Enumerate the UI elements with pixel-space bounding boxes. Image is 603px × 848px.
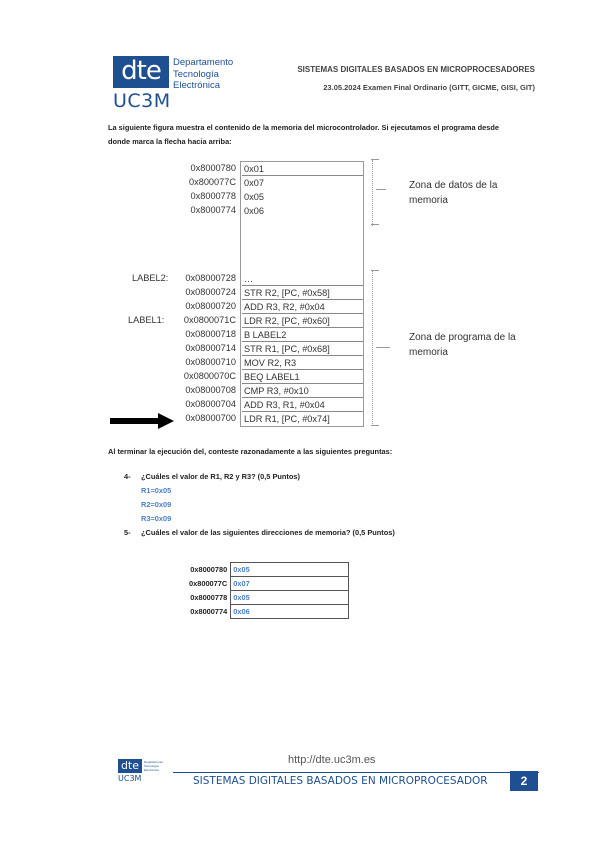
dte-logo: dte bbox=[113, 56, 169, 88]
zone-data-label: Zona de datos de la memoria bbox=[409, 180, 498, 206]
mem-addr: 0x08000708 bbox=[185, 385, 236, 395]
zone-program-label: Zona de programa de la memoria bbox=[409, 332, 516, 358]
mem-cell: LDR R1, [PC, #0x74] bbox=[244, 414, 330, 424]
mem-addr: 0x8000778 bbox=[190, 191, 236, 201]
mem-cell: 0x07 bbox=[244, 178, 264, 188]
question-number: 5- bbox=[124, 528, 131, 537]
footer-title: SISTEMAS DIGITALES BASADOS EN MICROPROCESADOR bbox=[193, 775, 488, 787]
mem-addr: 0x0800070C bbox=[183, 371, 236, 381]
brace-tick bbox=[376, 347, 390, 348]
mem-addr: 0x08000714 bbox=[185, 343, 236, 353]
mem-cell: ADD R3, R1, #0x04 bbox=[242, 398, 363, 412]
mem-cell: … bbox=[242, 272, 363, 286]
mem-cell: B LABEL2 bbox=[242, 328, 363, 342]
ans-addr: 0x8000778 bbox=[190, 593, 228, 602]
mem-cell: CMP R3, #0x10 bbox=[242, 384, 363, 398]
mem-addr: 0x08000724 bbox=[185, 287, 236, 297]
label2: LABEL2: bbox=[132, 273, 169, 283]
label1: LABEL1: bbox=[128, 315, 165, 325]
mem-cell: MOV R2, R3 bbox=[242, 356, 363, 370]
brace-tick bbox=[371, 159, 379, 160]
uc3m-logo: UC3M bbox=[113, 90, 171, 112]
table-row bbox=[188, 563, 349, 577]
footer-url[interactable]: http://dte.uc3m.es bbox=[288, 754, 376, 766]
brace-tick bbox=[376, 189, 386, 190]
program-zone-brace bbox=[372, 270, 373, 426]
mem-cell: STR R2, [PC, #0x58] bbox=[242, 286, 363, 300]
ans-value: 0x05 bbox=[231, 591, 349, 605]
header-title: SISTEMAS DIGITALES BASADOS EN MICROPROCESADORES bbox=[297, 65, 535, 74]
answer-r3: R3=0x09 bbox=[141, 514, 172, 523]
mem-addr: 0x08000700 bbox=[185, 413, 236, 423]
question-5: ¿Cuáles el valor de las siguientes direcciones de memoria? (0,5 Puntos) bbox=[141, 528, 395, 537]
intro-text: La siguiente figura muestra el contenido de la memoria del microcontrolador. Si ejecutamos el programa desde donde marca la flecha hacia arriba: bbox=[108, 123, 499, 146]
mem-addr: 0x08000720 bbox=[185, 301, 236, 311]
brace-tick bbox=[371, 425, 379, 426]
mem-cell: LDR R2, [PC, #0x60] bbox=[242, 314, 363, 328]
mem-addr: 0x08000718 bbox=[185, 329, 236, 339]
mem-addr: 0x08000710 bbox=[185, 357, 236, 367]
ans-addr: 0x8000774 bbox=[190, 607, 228, 616]
mem-cell: STR R1, [PC, #0x68] bbox=[242, 342, 363, 356]
questions-intro: Al terminar la ejecución del, conteste razonadamente a las siguientes preguntas: bbox=[108, 447, 393, 456]
ans-value: 0x06 bbox=[231, 605, 349, 619]
footer-dte-logo: dte bbox=[118, 759, 142, 773]
mem-cell: 0x01 bbox=[242, 162, 363, 176]
mem-addr: 0x08000728 bbox=[185, 273, 236, 283]
department-name: Departamento Tecnología Electrónica bbox=[173, 57, 234, 91]
mem-addr: 0x8000774 bbox=[190, 205, 236, 215]
brace-tick bbox=[371, 224, 379, 225]
table-row bbox=[188, 605, 349, 619]
answer-r1: R1=0x05 bbox=[141, 486, 172, 495]
question-4: ¿Cuáles el valor de R1, R2 y R3? (0,5 Puntos) bbox=[141, 472, 300, 481]
footer-uc3m-logo: UC3M bbox=[118, 774, 142, 783]
mem-addr: 0x0800071C bbox=[183, 315, 236, 325]
brace-tick bbox=[371, 270, 379, 271]
data-zone-brace bbox=[372, 160, 373, 226]
ans-value: 0x05 bbox=[231, 563, 349, 577]
ans-value: 0x07 bbox=[231, 577, 349, 591]
mem-addr: 0x08000704 bbox=[185, 399, 236, 409]
mem-cell: 0x05 bbox=[244, 192, 264, 202]
ans-addr: 0x800077C bbox=[189, 579, 228, 588]
footer-dept-name: Departamento Tecnología Electrónica bbox=[144, 760, 164, 772]
table-row bbox=[188, 591, 349, 605]
mem-cell: 0x06 bbox=[244, 206, 264, 216]
mem-addr: 0x800077C bbox=[189, 177, 236, 187]
question-number: 4- bbox=[124, 472, 131, 481]
ans-addr: 0x8000780 bbox=[190, 565, 228, 574]
start-arrow-icon bbox=[110, 413, 174, 429]
mem-cell: BEQ LABEL1 bbox=[242, 370, 363, 384]
mem-addr: 0x8000780 bbox=[190, 163, 236, 173]
answer-r2: R2=0x09 bbox=[141, 500, 172, 509]
page-number: 2 bbox=[510, 771, 538, 791]
header-subtitle: 23.05.2024 Examen Final Ordinario (GITT, GICME, GISI, GIT) bbox=[323, 83, 535, 92]
table-row bbox=[188, 577, 349, 591]
mem-cell: ADD R3, R2, #0x04 bbox=[242, 300, 363, 314]
answer-memory-table bbox=[188, 562, 349, 619]
footer-divider bbox=[173, 772, 539, 773]
